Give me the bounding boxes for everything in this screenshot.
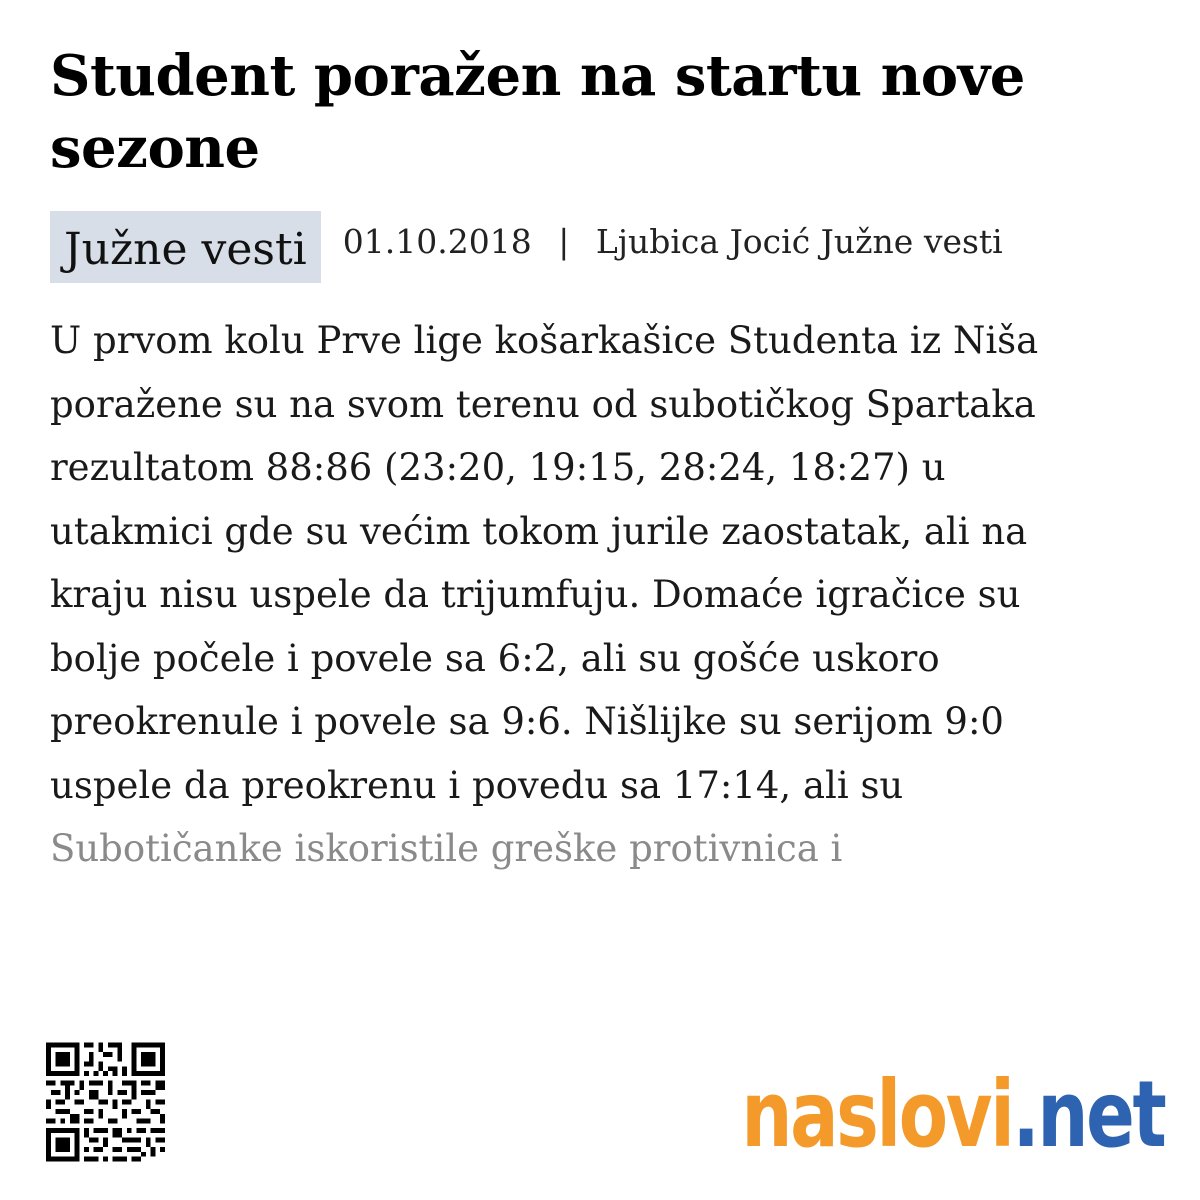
body-line: U prvom kolu Prve lige košarkašice Studenta iz Niša bbox=[50, 319, 1039, 362]
body-line: rezultatom 88:86 (23:20, 19:15, 28:24, 18:27) u bbox=[50, 446, 946, 489]
body-line: preokrenule i povele sa 9:6. Nišlijke su serijom 9:0 bbox=[50, 700, 1004, 743]
article-meta bbox=[50, 211, 1003, 283]
article-author: Ljubica Jocić Južne vesti bbox=[595, 221, 1003, 261]
article-body bbox=[50, 309, 1150, 881]
body-line: bolje počele i povele sa 6:2, ali su gošće uskoro bbox=[50, 636, 940, 680]
body-line: kraju nisu uspele da trijumfuju. Domaće igračice su bbox=[50, 573, 1021, 616]
body-line: uspele da preokrenu i povedu sa 17:14, ali su bbox=[50, 763, 904, 807]
meta-line bbox=[343, 222, 1003, 261]
naslovi-logo[interactable] bbox=[741, 1060, 1164, 1170]
article-date: 01.10.2018 bbox=[342, 221, 532, 261]
logo-part-naslovi: naslovi bbox=[740, 1061, 1013, 1168]
body-line-faded: Subotičanke iskoristile greške protivnica i bbox=[50, 827, 843, 870]
qr-code-icon[interactable] bbox=[46, 1040, 165, 1164]
body-line: poražene su na svom terenu od subotičkog Spartaka bbox=[50, 382, 1036, 426]
source-badge[interactable]: Južne vesti bbox=[50, 211, 321, 283]
meta-separator: | bbox=[558, 221, 570, 261]
article-title: Student poražen na startu nove sezone bbox=[50, 43, 1025, 181]
logo-part-net: .net bbox=[1012, 1061, 1164, 1168]
body-line: utakmici gde su većim tokom jurile zaostatak, ali na bbox=[50, 509, 1028, 553]
